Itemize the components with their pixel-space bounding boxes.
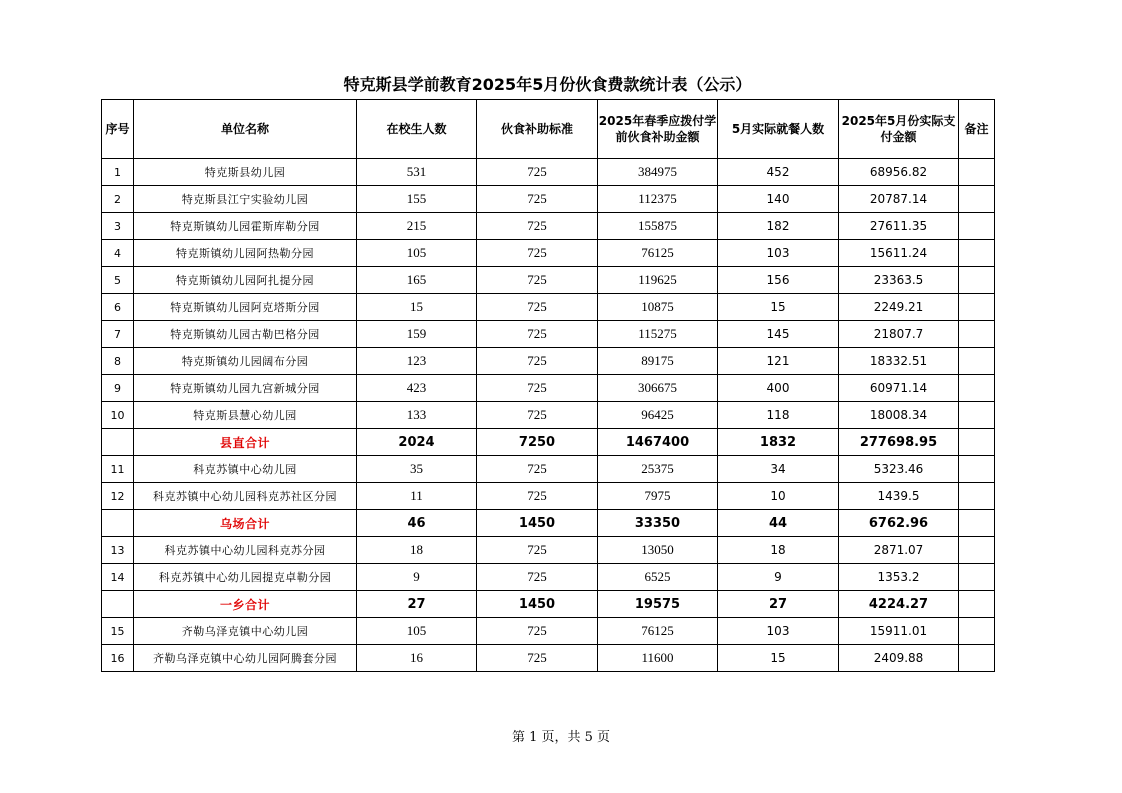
table-row [102, 321, 995, 348]
cell-paid: 1353.2 [839, 564, 959, 591]
cell-standard: 725 [477, 159, 598, 186]
cell-unit-name: 特克斯镇幼儿园阔布分园 [134, 348, 357, 375]
cell-seq: 3 [102, 213, 134, 240]
cell-students: 35 [357, 456, 477, 483]
cell-note [959, 618, 995, 645]
cell-note [959, 591, 995, 618]
cell-standard: 725 [477, 294, 598, 321]
cell-note [959, 456, 995, 483]
cell-note [959, 321, 995, 348]
header-students: 在校生人数 [357, 100, 477, 159]
cell-note [959, 375, 995, 402]
header-paid: 2025年5月份实际支付金额 [839, 100, 959, 159]
cell-diners: 9 [718, 564, 839, 591]
cell-seq: 8 [102, 348, 134, 375]
cell-note [959, 402, 995, 429]
cell-standard: 1450 [477, 591, 598, 618]
header-standard: 伙食补助标准 [477, 100, 598, 159]
cell-note [959, 483, 995, 510]
cell-diners: 103 [718, 240, 839, 267]
cell-diners: 27 [718, 591, 839, 618]
cell-allocated: 115275 [598, 321, 718, 348]
cell-paid: 5323.46 [839, 456, 959, 483]
table-row [102, 348, 995, 375]
cell-students: 159 [357, 321, 477, 348]
cell-diners: 15 [718, 294, 839, 321]
cell-students: 27 [357, 591, 477, 618]
cell-unit-name: 乌场合计 [134, 510, 357, 537]
cell-note [959, 348, 995, 375]
cell-students: 105 [357, 618, 477, 645]
cell-diners: 34 [718, 456, 839, 483]
cell-note [959, 564, 995, 591]
cell-students: 105 [357, 240, 477, 267]
cell-note [959, 510, 995, 537]
cell-standard: 725 [477, 456, 598, 483]
subtotal-row [102, 591, 995, 618]
cell-unit-name: 特克斯镇幼儿园阿扎提分园 [134, 267, 357, 294]
cell-allocated: 6525 [598, 564, 718, 591]
cell-note [959, 429, 995, 456]
cell-seq: 10 [102, 402, 134, 429]
cell-students: 123 [357, 348, 477, 375]
cell-paid: 15911.01 [839, 618, 959, 645]
cell-students: 2024 [357, 429, 477, 456]
cell-diners: 182 [718, 213, 839, 240]
cell-note [959, 213, 995, 240]
cell-unit-name: 特克斯镇幼儿园阿克塔斯分园 [134, 294, 357, 321]
cell-paid: 2409.88 [839, 645, 959, 672]
cell-unit-name: 县直合计 [134, 429, 357, 456]
table-body [102, 159, 995, 672]
cell-students: 423 [357, 375, 477, 402]
cell-standard: 725 [477, 645, 598, 672]
cell-diners: 156 [718, 267, 839, 294]
cell-paid: 1439.5 [839, 483, 959, 510]
cell-diners: 10 [718, 483, 839, 510]
page-footer: 第 1 页，共 5 页 [511, 730, 611, 745]
cell-paid: 21807.7 [839, 321, 959, 348]
cell-allocated: 306675 [598, 375, 718, 402]
cell-paid: 23363.5 [839, 267, 959, 294]
cell-unit-name: 齐勒乌泽克镇中心幼儿园阿腾套分园 [134, 645, 357, 672]
table-row [102, 402, 995, 429]
cell-seq: 5 [102, 267, 134, 294]
cell-diners: 121 [718, 348, 839, 375]
cell-standard: 725 [477, 240, 598, 267]
cell-seq: 9 [102, 375, 134, 402]
cell-diners: 18 [718, 537, 839, 564]
cell-allocated: 11600 [598, 645, 718, 672]
cell-seq: 11 [102, 456, 134, 483]
cell-diners: 140 [718, 186, 839, 213]
cell-paid: 60971.14 [839, 375, 959, 402]
cell-allocated: 96425 [598, 402, 718, 429]
cell-note [959, 537, 995, 564]
cell-paid: 18332.51 [839, 348, 959, 375]
cell-note [959, 159, 995, 186]
table-row [102, 564, 995, 591]
cell-unit-name: 特克斯镇幼儿园九宫新城分园 [134, 375, 357, 402]
cell-seq [102, 591, 134, 618]
cell-allocated: 112375 [598, 186, 718, 213]
cell-standard: 725 [477, 537, 598, 564]
cell-students: 46 [357, 510, 477, 537]
cell-standard: 725 [477, 321, 598, 348]
cell-students: 165 [357, 267, 477, 294]
cell-students: 531 [357, 159, 477, 186]
cell-seq: 16 [102, 645, 134, 672]
cell-paid: 277698.95 [839, 429, 959, 456]
cell-students: 16 [357, 645, 477, 672]
cell-diners: 145 [718, 321, 839, 348]
subtotal-row [102, 510, 995, 537]
cell-seq: 6 [102, 294, 134, 321]
table-row [102, 240, 995, 267]
cell-standard: 725 [477, 564, 598, 591]
table-row [102, 375, 995, 402]
cell-allocated: 155875 [598, 213, 718, 240]
table-row [102, 645, 995, 672]
cell-unit-name: 科克苏镇中心幼儿园科克苏社区分园 [134, 483, 357, 510]
cell-diners: 1832 [718, 429, 839, 456]
header-unit-name: 单位名称 [134, 100, 357, 159]
subtotal-row [102, 429, 995, 456]
cell-paid: 68956.82 [839, 159, 959, 186]
cell-unit-name: 一乡合计 [134, 591, 357, 618]
cell-diners: 118 [718, 402, 839, 429]
cell-allocated: 384975 [598, 159, 718, 186]
cell-standard: 725 [477, 375, 598, 402]
cell-standard: 725 [477, 213, 598, 240]
header-seq: 序号 [102, 100, 134, 159]
table-row [102, 537, 995, 564]
cell-note [959, 267, 995, 294]
fee-statistics-table [101, 99, 995, 672]
table-row [102, 159, 995, 186]
cell-diners: 452 [718, 159, 839, 186]
cell-allocated: 7975 [598, 483, 718, 510]
cell-students: 18 [357, 537, 477, 564]
cell-note [959, 645, 995, 672]
cell-allocated: 1467400 [598, 429, 718, 456]
cell-standard: 1450 [477, 510, 598, 537]
cell-seq: 15 [102, 618, 134, 645]
cell-paid: 2871.07 [839, 537, 959, 564]
cell-unit-name: 特克斯县江宁实验幼儿园 [134, 186, 357, 213]
cell-allocated: 10875 [598, 294, 718, 321]
cell-students: 133 [357, 402, 477, 429]
cell-paid: 4224.27 [839, 591, 959, 618]
cell-allocated: 33350 [598, 510, 718, 537]
table-row [102, 618, 995, 645]
header-diners: 5月实际就餐人数 [718, 100, 839, 159]
cell-allocated: 76125 [598, 618, 718, 645]
cell-seq: 2 [102, 186, 134, 213]
cell-standard: 725 [477, 348, 598, 375]
table-row [102, 294, 995, 321]
cell-allocated: 119625 [598, 267, 718, 294]
cell-unit-name: 特克斯县幼儿园 [134, 159, 357, 186]
cell-allocated: 76125 [598, 240, 718, 267]
cell-standard: 725 [477, 618, 598, 645]
header-allocated: 2025年春季应拨付学前伙食补助金额 [598, 100, 718, 159]
table-row [102, 267, 995, 294]
cell-allocated: 25375 [598, 456, 718, 483]
table-row [102, 213, 995, 240]
cell-diners: 15 [718, 645, 839, 672]
cell-seq: 7 [102, 321, 134, 348]
cell-note [959, 294, 995, 321]
cell-allocated: 13050 [598, 537, 718, 564]
cell-diners: 44 [718, 510, 839, 537]
cell-unit-name: 特克斯镇幼儿园霍斯库勒分园 [134, 213, 357, 240]
cell-standard: 725 [477, 186, 598, 213]
cell-unit-name: 科克苏镇中心幼儿园提克卓勒分园 [134, 564, 357, 591]
cell-paid: 2249.21 [839, 294, 959, 321]
cell-paid: 15611.24 [839, 240, 959, 267]
table-row [102, 186, 995, 213]
cell-standard: 725 [477, 402, 598, 429]
cell-note [959, 240, 995, 267]
cell-students: 15 [357, 294, 477, 321]
table-row [102, 456, 995, 483]
cell-unit-name: 特克斯县慧心幼儿园 [134, 402, 357, 429]
cell-students: 11 [357, 483, 477, 510]
cell-paid: 27611.35 [839, 213, 959, 240]
header-row [102, 100, 995, 159]
header-note: 备注 [959, 100, 995, 159]
cell-paid: 18008.34 [839, 402, 959, 429]
cell-standard: 725 [477, 267, 598, 294]
cell-students: 9 [357, 564, 477, 591]
cell-seq: 4 [102, 240, 134, 267]
cell-allocated: 89175 [598, 348, 718, 375]
cell-paid: 6762.96 [839, 510, 959, 537]
cell-standard: 725 [477, 483, 598, 510]
cell-unit-name: 齐勒乌泽克镇中心幼儿园 [134, 618, 357, 645]
cell-seq [102, 429, 134, 456]
cell-students: 155 [357, 186, 477, 213]
page-title: 特克斯县学前教育2025年5月份伙食费款统计表（公示） [343, 75, 752, 94]
cell-unit-name: 特克斯镇幼儿园古勒巴格分园 [134, 321, 357, 348]
cell-unit-name: 特克斯镇幼儿园阿热勒分园 [134, 240, 357, 267]
cell-standard: 7250 [477, 429, 598, 456]
cell-note [959, 186, 995, 213]
cell-seq [102, 510, 134, 537]
cell-seq: 12 [102, 483, 134, 510]
cell-diners: 103 [718, 618, 839, 645]
cell-seq: 1 [102, 159, 134, 186]
cell-diners: 400 [718, 375, 839, 402]
cell-seq: 13 [102, 537, 134, 564]
cell-allocated: 19575 [598, 591, 718, 618]
cell-unit-name: 科克苏镇中心幼儿园科克苏分园 [134, 537, 357, 564]
table-row [102, 483, 995, 510]
cell-seq: 14 [102, 564, 134, 591]
cell-students: 215 [357, 213, 477, 240]
cell-unit-name: 科克苏镇中心幼儿园 [134, 456, 357, 483]
cell-paid: 20787.14 [839, 186, 959, 213]
